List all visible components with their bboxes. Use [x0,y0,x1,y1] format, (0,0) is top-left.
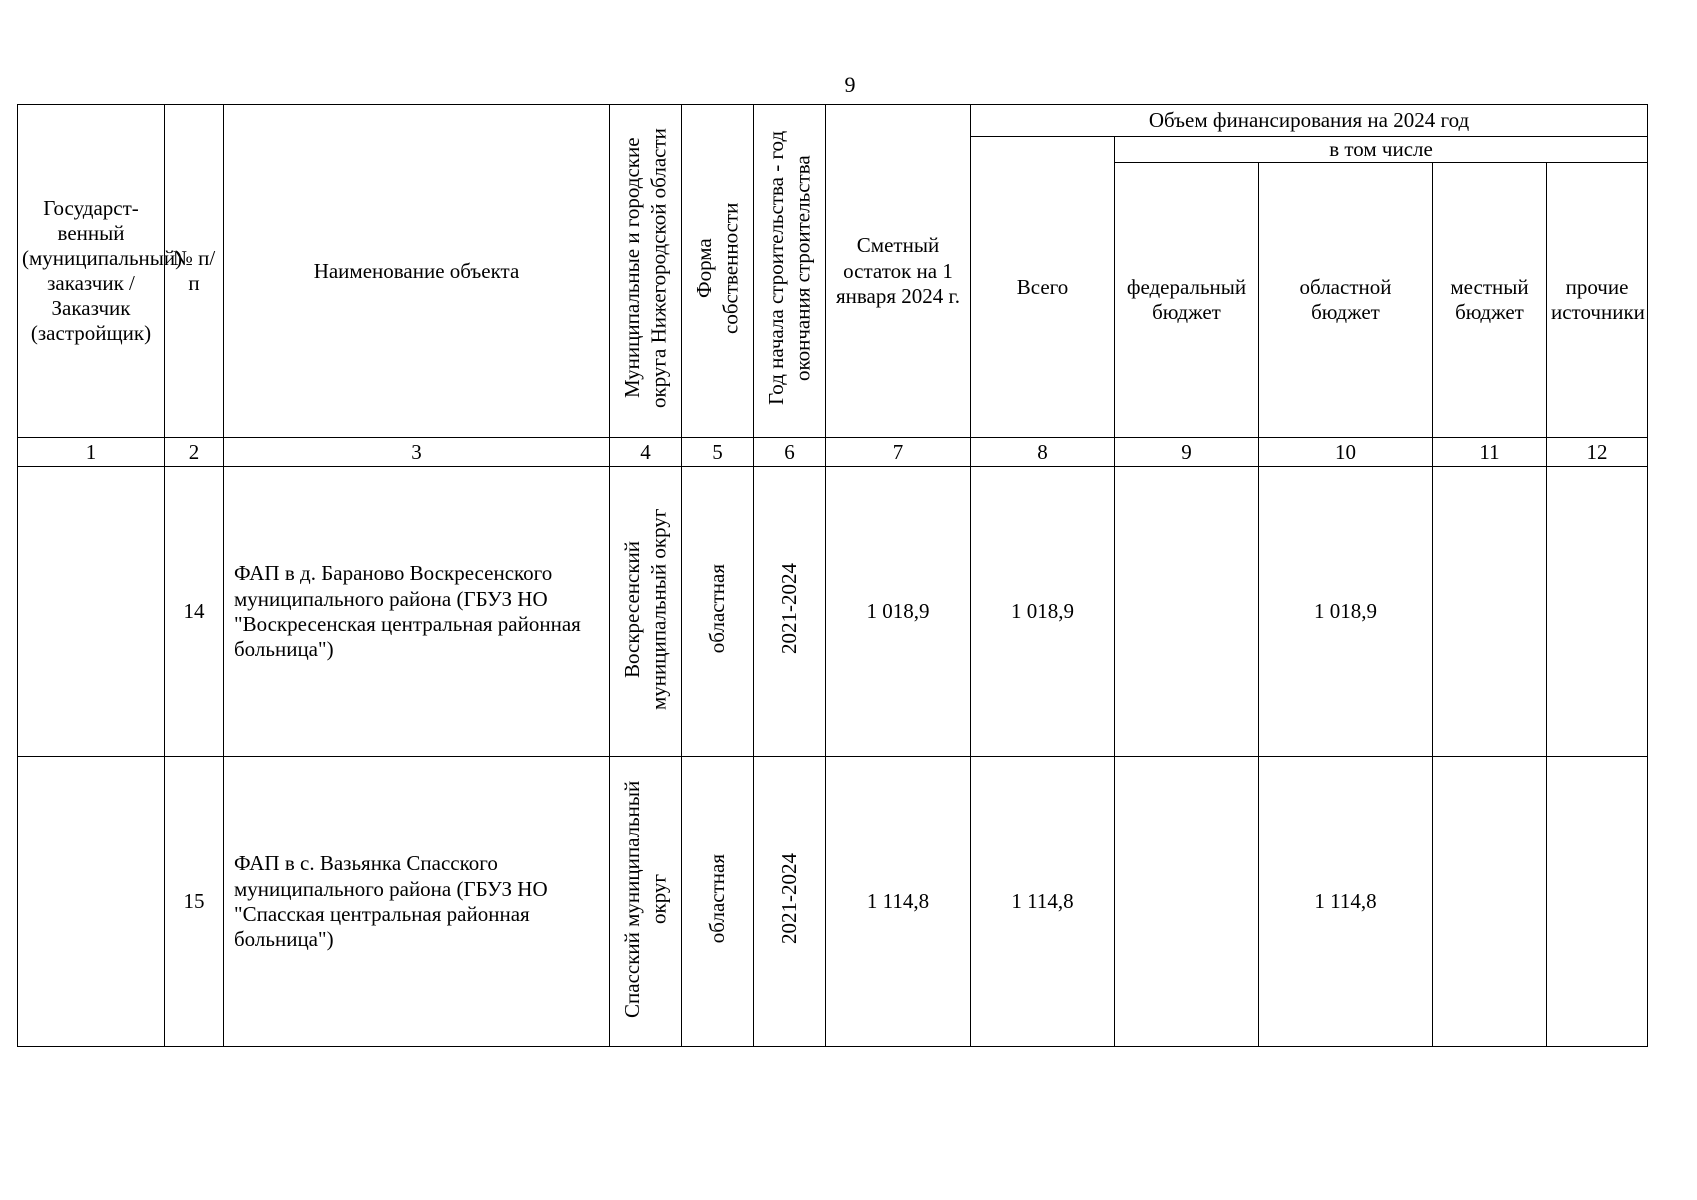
cell-municipality-text: Спасский муниципальный округ [620,779,671,1018]
column-number: 9 [1115,438,1259,467]
cell-other [1547,467,1648,757]
table-row [18,757,1648,1047]
cell-federal [1115,757,1259,1047]
cell-local [1433,757,1547,1047]
cell-years-text: 2021-2024 [777,853,802,945]
column-number: 10 [1259,438,1433,467]
header-ownership-text: Форма собственности [692,202,743,334]
cell-years-text: 2021-2024 [777,563,802,655]
cell-number: 14 [165,467,224,757]
cell-object-name: ФАП в д. Бараново Воскресенского муниципального района (ГБУЗ НО "Воскресенская центральная районная больница") [224,467,610,757]
header-financing-group: Объем финансирования на 2024 год [971,105,1648,137]
header-customer: Государст-венный (муниципальный) заказчик / Заказчик (застройщик) [18,105,165,438]
header-regional: областной бюджет [1259,163,1433,438]
cell-remainder: 1 018,9 [826,467,971,757]
page-number: 9 [844,72,856,97]
cell-total: 1 114,8 [971,757,1115,1047]
header-federal: федеральный бюджет [1115,163,1259,438]
cell-municipality [610,757,682,1047]
header-ownership [682,105,754,438]
cell-other [1547,757,1648,1047]
header-other: прочие источники [1547,163,1648,438]
header-municipality-text: Муниципальные и городские округа Нижегородской области [620,128,671,408]
cell-remainder: 1 114,8 [826,757,971,1047]
cell-ownership [682,757,754,1047]
header-object-name: Наименование объекта [224,105,610,438]
cell-regional: 1 114,8 [1259,757,1433,1047]
header-local: местный бюджет [1433,163,1547,438]
column-number: 8 [971,438,1115,467]
table-row [18,467,1648,757]
header-years-text: Год начала строительства - год окончания строительства [764,130,815,406]
column-number: 5 [682,438,754,467]
header-remainder: Сметный остаток на 1 января 2024 г. [826,105,971,438]
cell-federal [1115,467,1259,757]
column-number: 4 [610,438,682,467]
cell-number: 15 [165,757,224,1047]
header-row-top [18,105,1648,137]
cell-years [754,467,826,757]
financing-table [17,104,1648,1047]
cell-municipality [610,467,682,757]
cell-ownership-text: областная [705,854,730,944]
cell-customer [18,467,165,757]
column-number: 3 [224,438,610,467]
header-municipality [610,105,682,438]
column-number: 12 [1547,438,1648,467]
header-total: Всего [971,137,1115,438]
cell-object-name: ФАП в с. Вазьянка Спасского муниципального района (ГБУЗ НО "Спасская центральная районная больница") [224,757,610,1047]
cell-municipality-text: Воскресенский муниципальный округ [620,507,671,710]
cell-total: 1 018,9 [971,467,1115,757]
column-number: 1 [18,438,165,467]
cell-ownership [682,467,754,757]
header-number: № п/п [165,105,224,438]
cell-ownership-text: областная [705,564,730,654]
header-years [754,105,826,438]
cell-local [1433,467,1547,757]
column-numbers-row [18,438,1648,467]
header-including: в том числе [1115,137,1648,163]
cell-regional: 1 018,9 [1259,467,1433,757]
column-number: 2 [165,438,224,467]
column-number: 11 [1433,438,1547,467]
column-number: 7 [826,438,971,467]
cell-years [754,757,826,1047]
cell-customer [18,757,165,1047]
column-number: 6 [754,438,826,467]
